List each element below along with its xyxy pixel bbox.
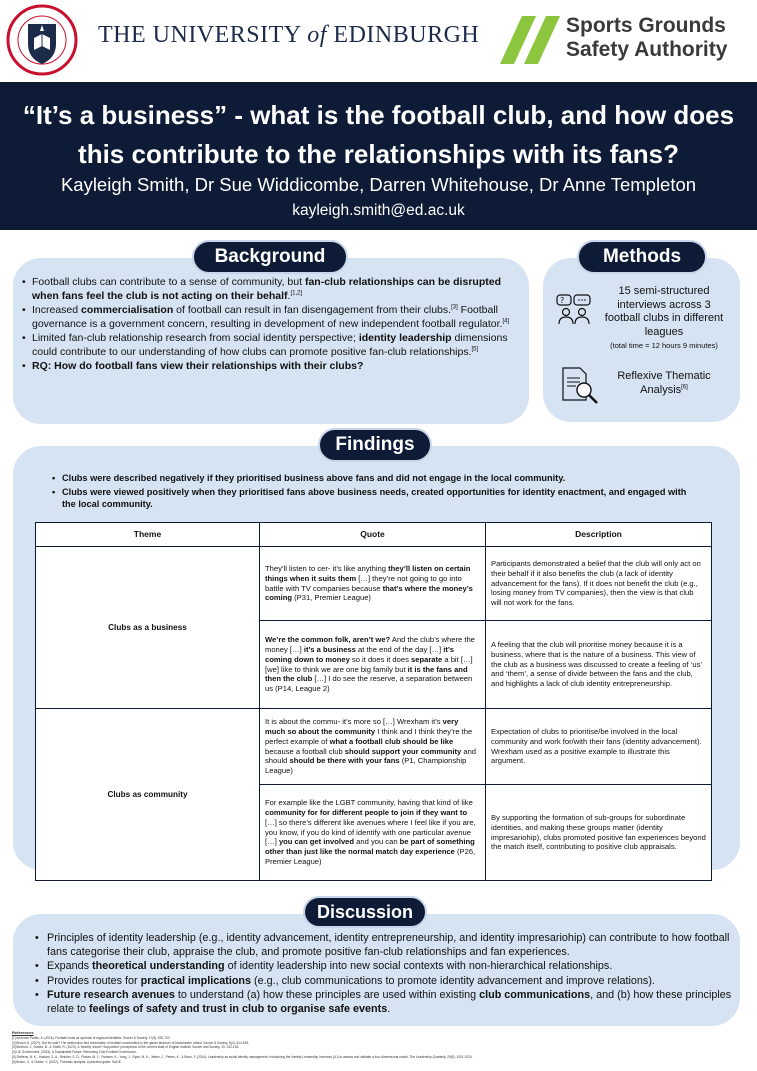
quote-fragment: it’s a business <box>303 644 356 654</box>
quote-fragment: and you can <box>354 837 400 847</box>
methods-heading: Methods <box>577 240 707 274</box>
quote-fragment: it is the fans and then the club <box>265 664 468 684</box>
findings-bullets <box>52 472 702 512</box>
quote-fragment: at the end of the day […] <box>355 644 444 654</box>
list-item: • Increased commercialisation of football can result in fan disengagement from their clubs.[3] Football governance is a government concern, resulting in development of new independent football regulator.[4] <box>22 304 522 331</box>
theme-cell-community: Clubs as community <box>36 709 260 881</box>
quote-fragment: should support your community <box>344 746 462 756</box>
authors: Kayleigh Smith, Dr Sue Widdicombe, Darren Whitehouse, Dr Anne Templeton <box>60 174 697 195</box>
quote-fragment: They’ll listen to cer- it’s like anything <box>265 563 389 573</box>
reference-item: [4] UK Government. (2023). A Sustainable Future: Reforming Club Football Governance. <box>12 1050 137 1055</box>
title-banner <box>0 82 757 230</box>
list-item: • Principles of identity leadership (e.g., identity advancement, identity entrepreneurship, and identity impresariohip) can contribute to how football fans categorise their club, appraise the club, and promote positive fan-club relationships and fan experiences. <box>35 931 735 959</box>
quote-fragment: We’re the common folk, aren’t we? <box>265 635 391 645</box>
discussion-heading: Discussion <box>303 896 427 928</box>
references: References [1] Ambrose Parkin, A. (2016). Football clubs as symbols of regional identities. Soccer & Society, 17(5), 692-702. [2] Brown, A. (2007). Not for sale? The destruction and reformation of football communities in the glazer takeover of Manchester united. Soccer & Society, 8(4), 614-635. [3] Bedford, J., Garcia, B., & Smith, R. (2023). A 'healthy' future? Supporters' perceptions of the current state of English football. Soccer and Society, 19, 132-145. [4] UK Government. (2023). A Sustainable Future: Reforming Club Football Governance. [5] Steffens, N. K., Haslam, S. A., Reicher, S. D., Platow, M. J., Fransen, K., Yang, J., Ryan, M. K., Jetten, J., Peters, K., & Boen, F. (2014). Leadership as social identity management: Introducing the Identity Leadership Inventory (ILI) to assess and validate a four-dimensional model. The Leadership Quarterly, 25(5), 1001-1024. [6] Braun, V., & Clarke, V. (2022). Thematic analysis: A practical guide. SAGE. <box>12 1031 602 1065</box>
column-header-theme: Theme <box>36 523 260 547</box>
quote-fragment: And the club’s where the money […] <box>265 635 475 654</box>
findings-heading: Findings <box>318 428 432 462</box>
reference-item: [5] Steffens, N. K., Haslam, S. A., Reicher, S. D., Platow, M. J., Fransen, K., Yang, J., Ryan, M. K., Jetten, J., Peters, K., & Boen, F. (2014). Leadership as social identity management: Introducing the Identity Leadership Inventory (ILI) to assess and validate a four-dimensional model. The Leadership Quarterly, 25(5), 1001-1024. <box>12 1054 473 1059</box>
description-cell: Expectation of clubs to prioritise/be involved in the local community and work for/with their fans (identity advancement). Wrexham used as a positive example to illustrate this argument. <box>486 709 712 785</box>
list-item: • Provides routes for practical implications (e.g., club communications to promote identity advancement and improve relations). <box>35 974 735 988</box>
quote-fragment: […] they’re not going to go into battle with TV companies because <box>265 573 462 593</box>
svg-text:?: ? <box>560 296 565 305</box>
discussion-list <box>35 931 735 1016</box>
findings-table <box>35 522 712 881</box>
table-header-row <box>36 523 712 547</box>
quote-fragment: (P26, Premier League) <box>265 847 476 866</box>
reference-item: [1] Ambrose Parkin, A. (2016). Football clubs as symbols of regional identities. Soccer & Society, 17(5), 692-702. <box>12 1035 171 1040</box>
quote-fragment: It is about the commu- it’s more so […] Wrexham it’s <box>265 717 443 727</box>
list-item: • Football clubs can contribute to a sense of community, but fan-club relationships can be disrupted when fans feel the club is not acting on their behalf.[1,2] <box>22 276 522 303</box>
quote-fragment: be part of something other than just like the normal match day experience <box>265 837 475 857</box>
quote-fragment: a bit […] [we] like to think we are one big family but <box>265 654 473 674</box>
quote-fragment: (P1, Championship League) <box>265 756 467 776</box>
list-item: • Limited fan-club relationship research from social identity perspective; identity leadership dimensions could contribute to our understanding of how clubs can promote positive fan-club relationships.[5] <box>22 332 522 359</box>
reference-item: [3] Bedford, J., Garcia, B., & Smith, R. (2023). A 'healthy' future? Supporters' perceptions of the current state of English football. Soccer and Society, 19, 132-145. <box>12 1045 240 1050</box>
list-item: • Future research avenues to understand (a) how these principles are used within existing club communications, and (b) how these principles relate to feelings of safety and trust in club to organise safe events. <box>35 988 735 1016</box>
quote-cell <box>260 547 486 621</box>
background-list <box>22 276 522 375</box>
quote-fragment: should be there with your fans <box>289 756 400 766</box>
quote-fragment: they’ll listen on certain things when it suits them <box>265 563 471 583</box>
document-magnifier-icon <box>560 366 600 406</box>
sgsa-slash-logo <box>500 14 562 66</box>
quote-cell <box>260 785 486 881</box>
university-name: THE UNIVERSITY of EDINBURGH <box>98 22 480 48</box>
list-item: • Clubs were described negatively if they prioritised business above fans and did not engage in the local community. <box>52 472 702 484</box>
background-heading: Background <box>192 240 348 274</box>
list-item: • Clubs were viewed positively when they prioritised fans above business needs, created opportunities for identity enactment, and engaged with the local community. <box>52 486 702 510</box>
quote-fragment: separate <box>411 654 443 664</box>
contact-email: kayleigh.smith@ed.ac.uk <box>292 202 465 219</box>
list-item: • RQ: How do football fans view their relationships with their clubs? <box>22 360 522 374</box>
theme-cell-business: Clubs as a business <box>36 547 260 709</box>
description-cell: Participants demonstrated a belief that the club will only act on their behalf if it also benefits the club (a lack of identity advancement for the fans). If it does not benefit the club (e.g., losing money from TV companies), then the view is that club will not work for the fans. <box>486 547 712 621</box>
methods-interviews: 15 semi-structured interviews across 3 football clubs in different leagues (total time = 12 hours 9 minutes) <box>604 285 724 350</box>
methods-analysis: Reflexive Thematic Analysis[6] <box>617 370 711 396</box>
reference-item: [2] Brown, A. (2007). Not for sale? The destruction and reformation of football communities in the glazer takeover of Manchester united. Soccer & Society, 8(4), 614-635. <box>12 1040 250 1045</box>
quote-fragment: so it does it does <box>349 654 412 664</box>
interview-people-icon <box>556 294 594 330</box>
quote-fragment: […] I do see the reserve, a separation between us (P14, League 2) <box>265 674 473 694</box>
poster-title: “It’s a business” - what is the football club, and how does this contribute to the relationships with its fans? <box>22 100 735 169</box>
quote-fragment: (P31, Premier League) <box>292 593 371 603</box>
list-item: • Expands theoretical understanding of identity leadership into new social contexts with non-hierarchical relationships. <box>35 959 735 973</box>
quote-fragment: […] so there’s different like avenues where I feel like if you are, you know, if you do kind of identify with one particular avenue […] <box>265 817 476 847</box>
column-header-quote: Quote <box>260 523 486 547</box>
description-cell: A feeling that the club will prioritise money because it is a business, where that is the nature of a business. This view of the club as a business was discussed to create a feeling of ‘us’ and ‘them’, a sense of divide between the fans and the club, and highlights a lack of club identity entrepreneurship. <box>486 621 712 709</box>
table-row <box>36 709 712 785</box>
quote-fragment: because a football club <box>265 746 345 756</box>
sgsa-name: Sports Grounds Safety Authority <box>566 14 728 61</box>
quote-cell <box>260 709 486 785</box>
table-row <box>36 547 712 621</box>
quote-fragment: you can get involved <box>278 837 355 847</box>
quote-fragment: and should <box>265 746 477 766</box>
header <box>0 0 757 82</box>
quote-fragment: For example like the LGBT community, having that kind of like <box>265 798 473 808</box>
quote-fragment: it’s coming down to money <box>265 644 454 664</box>
column-header-description: Description <box>486 523 712 547</box>
quote-fragment: I think and I think they’re the perfect example of <box>265 726 473 746</box>
quote-fragment: what a football club should be like <box>329 736 454 746</box>
quote-fragment: that’s where the money’s coming <box>265 583 473 603</box>
quote-fragment: very much so about the community <box>265 717 459 736</box>
quote-fragment: community for for different people to join if they want to <box>265 808 468 817</box>
reference-item: [6] Braun, V., & Clarke, V. (2022). Thematic analysis: A practical guide. SAGE. <box>12 1059 122 1064</box>
quote-cell <box>260 621 486 709</box>
description-cell: By supporting the formation of sub-groups for subordinate identities, and making these groups matter (identity impresariohip), clubs promoted positive fan experiences beyond the match itself, contributing to positive club appraisals. <box>486 785 712 881</box>
university-crest-logo <box>6 4 78 76</box>
